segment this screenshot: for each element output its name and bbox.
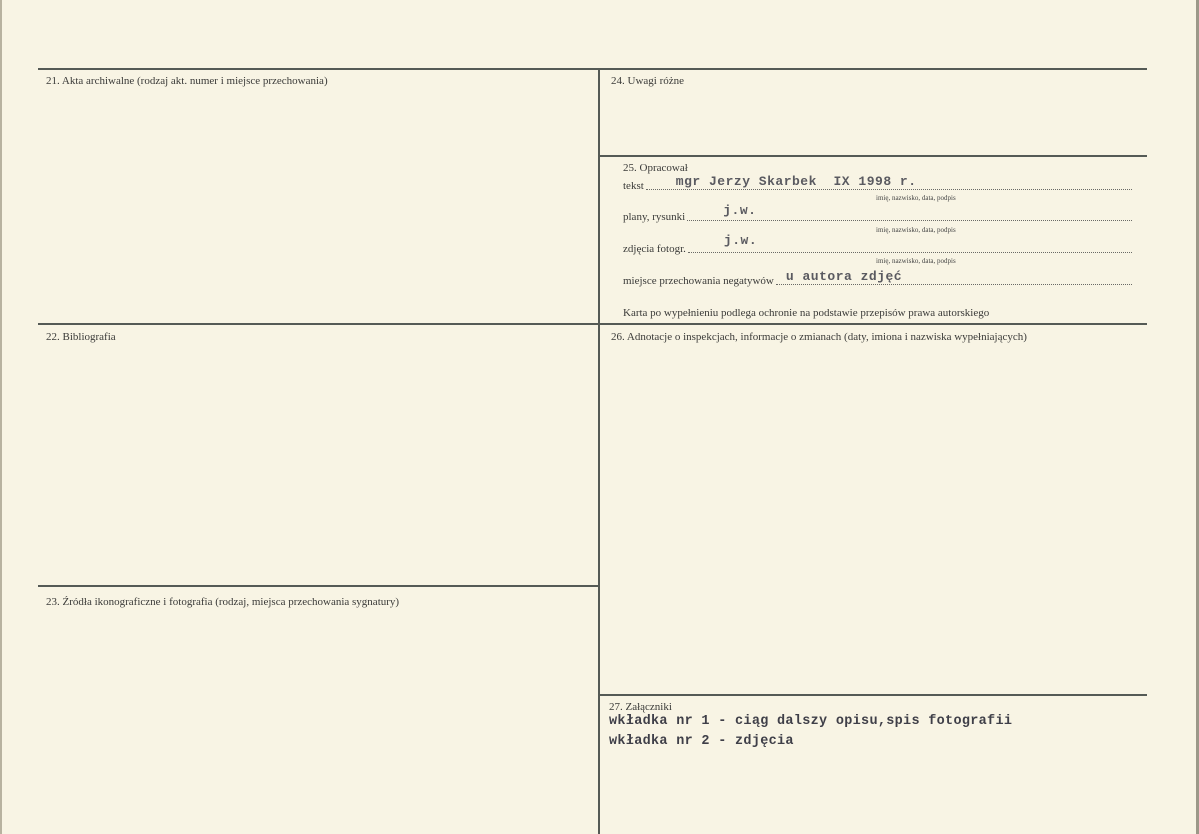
rule-right-26-27 [599, 694, 1147, 696]
zdjecia-label: zdjęcia fotogr. [623, 243, 686, 255]
section-26-label: 26. Adnotacje o inspekcjach, informacje o zmianach (daty, imiona i nazwiska wypełniających) [611, 331, 1027, 343]
tekst-label: tekst [623, 180, 644, 192]
rule-top [38, 68, 1147, 70]
rule-mid [38, 323, 1147, 325]
section-25-label: 25. Opracował [623, 162, 688, 174]
rule-center [598, 68, 600, 834]
section-24-label: 24. Uwagi różne [611, 75, 685, 87]
negatywy-field[interactable] [623, 269, 1132, 288]
plany-hint: imię, nazwisko, data, podpis [876, 226, 956, 234]
section-27-label: 27. Załączniki [609, 701, 672, 713]
zdjecia-hint: imię, nazwisko, data, podpis [876, 257, 956, 265]
rule-left-22-23 [38, 585, 599, 587]
tekst-field[interactable] [623, 174, 1132, 193]
copyright-note: Karta po wypełnieniu podlega ochronie na podstawie przepisów prawa autorskiego [623, 307, 990, 319]
tekst-hint: imię, nazwisko, data, podpis [876, 194, 956, 202]
card-left-edge [0, 0, 2, 834]
zdjecia-field[interactable] [623, 233, 1132, 256]
attachment-line-2: wkładka nr 2 - zdjęcia [609, 734, 794, 749]
section-22-label: 22. Bibliografia [46, 331, 116, 343]
negatywy-value: u autora zdjęć [785, 269, 903, 284]
plany-label: plany, rysunki [623, 211, 686, 223]
plany-field[interactable] [623, 203, 1132, 224]
negatywy-label: miejsce przechowania negatywów [623, 275, 774, 287]
rule-right-24-25 [599, 155, 1147, 157]
attachment-line-1: wkładka nr 1 - ciąg dalszy opisu,spis fotografii [609, 714, 1013, 729]
zdjecia-value: j.w. [723, 233, 758, 248]
tekst-value: mgr Jerzy Skarbek IX 1998 r. [675, 174, 917, 189]
section-21-label: 21. Akta archiwalne (rodzaj akt. numer i miejsce przechowania) [46, 75, 328, 87]
section-23-label: 23. Źródła ikonograficzne i fotografia (rodzaj, miejsca przechowania sygnatury) [46, 596, 400, 608]
plany-value: j.w. [723, 203, 757, 218]
